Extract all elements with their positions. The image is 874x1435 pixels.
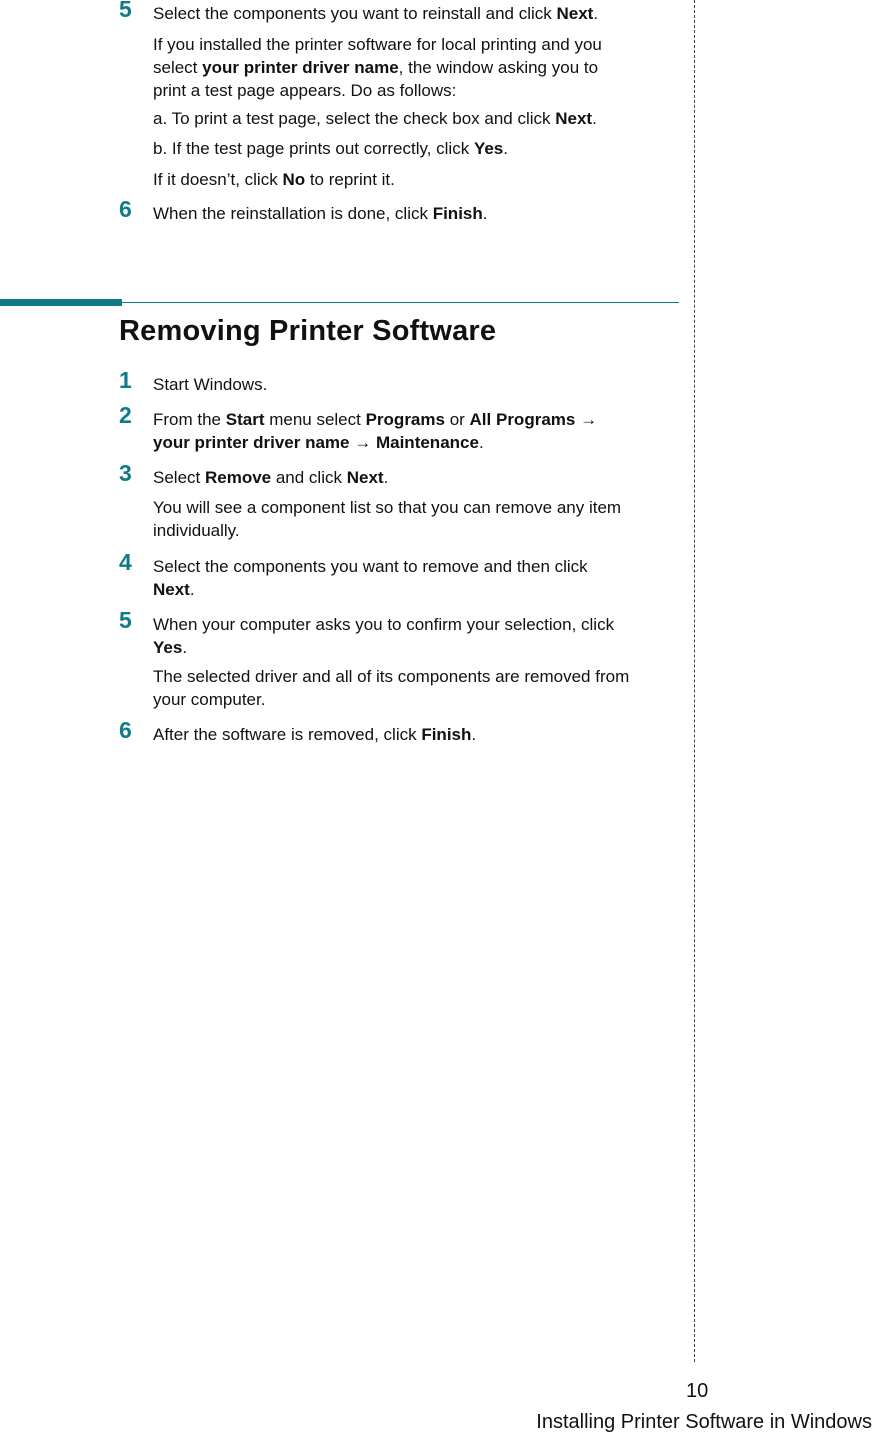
component-list-paragraph: You will see a component list so that you can remove any item individually. — [153, 498, 622, 540]
step-number: 6 — [119, 196, 132, 222]
step-6-finish-reinstall — [119, 196, 679, 225]
step-number: 3 — [119, 460, 132, 486]
step-text: Select the components you want to remove and then click Next. — [153, 557, 588, 599]
remove-step-1 — [119, 367, 679, 396]
reprint-instruction: If it doesn’t, click No to reprint it. — [153, 170, 395, 189]
step-number: 1 — [119, 367, 132, 393]
step-text: When your computer asks you to confirm your selection, click Yes. — [153, 615, 615, 657]
footer-chapter-title: Installing Printer Software in Windows — [536, 1411, 872, 1433]
step-number: 5 — [119, 0, 132, 22]
remove-step-5 — [119, 607, 679, 659]
section-rule-line — [122, 302, 679, 303]
step-text: Start Windows. — [153, 375, 268, 394]
step-number: 6 — [119, 717, 132, 743]
step-text: Select the components you want to reinstall and click Next. — [153, 4, 599, 23]
remove-step-3 — [119, 460, 679, 489]
remove-step-2 — [119, 402, 679, 454]
section-heading: Removing Printer Software — [119, 315, 497, 347]
step-text: After the software is removed, click Finish. — [153, 725, 477, 744]
step-number: 5 — [119, 607, 132, 633]
test-page-instruction-a: a. To print a test page, select the check box and click Next. — [153, 109, 597, 128]
step-text: Select Remove and click Next. — [153, 468, 389, 487]
step-number: 4 — [119, 549, 132, 575]
page-margin-dashed-line — [694, 0, 695, 1362]
section-rule-accent — [0, 299, 122, 306]
step-text: From the Start menu select Programs or All Programs → your printer driver name → Maintenance. — [153, 410, 598, 452]
step-5-reinstall — [119, 2, 679, 25]
removal-result-paragraph: The selected driver and all of its components are removed from your computer. — [153, 667, 630, 709]
step-number: 2 — [119, 402, 132, 428]
page-number: 10 — [686, 1380, 709, 1402]
test-page-instruction-b: b. If the test page prints out correctly, click Yes. — [153, 139, 508, 158]
remove-step-4 — [119, 549, 679, 601]
remove-step-6 — [119, 717, 679, 746]
local-printing-paragraph: If you installed the printer software for local printing and you select your printer driver name, the window asking you to print a test page appears. Do as follows: — [153, 35, 602, 100]
step-text: When the reinstallation is done, click Finish. — [153, 204, 488, 223]
